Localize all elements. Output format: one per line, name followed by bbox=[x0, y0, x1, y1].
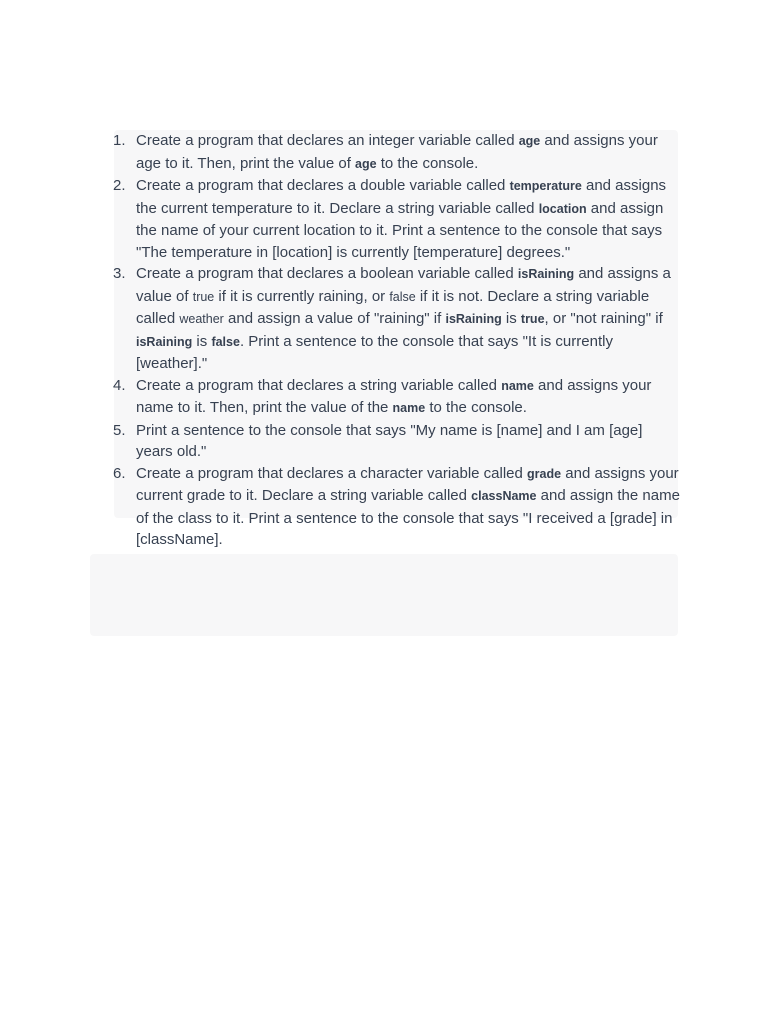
text-segment: Print a sentence to the console that says "My name is [name] and I am [age] years old." bbox=[136, 421, 643, 460]
inline-code: false bbox=[389, 289, 416, 304]
inline-code: grade bbox=[527, 466, 562, 481]
text-segment: if it is not. Declare a string variable called bbox=[136, 287, 650, 327]
text-segment: and assigns your name to it. Then, print the value of the bbox=[136, 376, 652, 416]
list-item-text bbox=[136, 177, 666, 261]
list-item bbox=[114, 175, 680, 263]
text-segment: is bbox=[192, 332, 212, 350]
text-segment: Create a program that declares a character variable called bbox=[136, 464, 528, 482]
inline-code: temperature bbox=[509, 179, 582, 193]
text-segment: and assign the name of the class to it. Print a sentence to the console that says "I received a [grade] in [className]. bbox=[136, 487, 680, 548]
list-item bbox=[114, 130, 680, 175]
text-segment: and assigns a value of bbox=[136, 265, 671, 305]
inline-code: className bbox=[471, 489, 537, 503]
list-item bbox=[114, 263, 680, 375]
text-segment: , or "not raining" if bbox=[544, 310, 663, 327]
inline-code: weather bbox=[179, 312, 224, 326]
text-segment: and assigns the current temperature to it. Declare a string variable called bbox=[136, 177, 667, 217]
list-item bbox=[114, 420, 680, 463]
text-segment: Create a program that declares a double variable called bbox=[136, 177, 510, 194]
text-segment: Create a program that declares a boolean variable called bbox=[136, 265, 518, 282]
text-segment: . Print a sentence to the console that says "It is currently [weather]." bbox=[136, 332, 613, 372]
inline-code: age bbox=[518, 134, 541, 148]
list-item bbox=[114, 375, 680, 420]
list-item-number: 1. bbox=[113, 132, 126, 149]
inline-code: isRaining bbox=[445, 312, 502, 326]
empty-response-box bbox=[90, 554, 678, 636]
list-item-number: 3. bbox=[113, 265, 126, 282]
response-card bbox=[113, 130, 680, 548]
list-item-number: 6. bbox=[113, 464, 126, 482]
list-item-number: 5. bbox=[113, 421, 126, 439]
list-item-text bbox=[136, 465, 680, 549]
text-segment: and assigns your age to it. Then, print the value of bbox=[136, 132, 658, 172]
text-segment: is bbox=[501, 310, 521, 327]
inline-code: location bbox=[538, 201, 587, 216]
text-segment: and assign the name of your current location to it. Print a sentence to the console that says "The temperature in [location] is currently [temperature] degrees." bbox=[136, 199, 664, 261]
list-item-text bbox=[136, 422, 642, 461]
inline-code: true bbox=[192, 289, 215, 304]
exercise-list bbox=[114, 130, 680, 551]
list-item-text bbox=[136, 265, 671, 372]
list-item bbox=[114, 463, 680, 551]
inline-code: true bbox=[520, 312, 545, 326]
text-segment: to the console. bbox=[425, 399, 527, 416]
inline-code: name bbox=[501, 378, 534, 393]
list-item-text bbox=[136, 132, 658, 172]
list-item-number: 2. bbox=[113, 177, 126, 194]
text-segment: to the console. bbox=[376, 154, 479, 172]
text-segment: and assign a value of "raining" if bbox=[223, 310, 446, 327]
list-item-number: 4. bbox=[113, 376, 126, 394]
text-segment: if it is currently raining, or bbox=[214, 287, 390, 305]
text-segment: Create a program that declares a string variable called bbox=[136, 376, 502, 394]
inline-code: isRaining bbox=[517, 267, 575, 281]
inline-code: age bbox=[355, 156, 377, 171]
inline-code: isRaining bbox=[136, 334, 193, 349]
inline-code: false bbox=[211, 334, 240, 349]
text-segment: and assigns your current grade to it. Declare a string variable called bbox=[136, 464, 679, 504]
list-item-text bbox=[136, 377, 651, 417]
text-segment: Create a program that declares an integer variable called bbox=[136, 132, 519, 149]
inline-code: name bbox=[392, 401, 426, 415]
